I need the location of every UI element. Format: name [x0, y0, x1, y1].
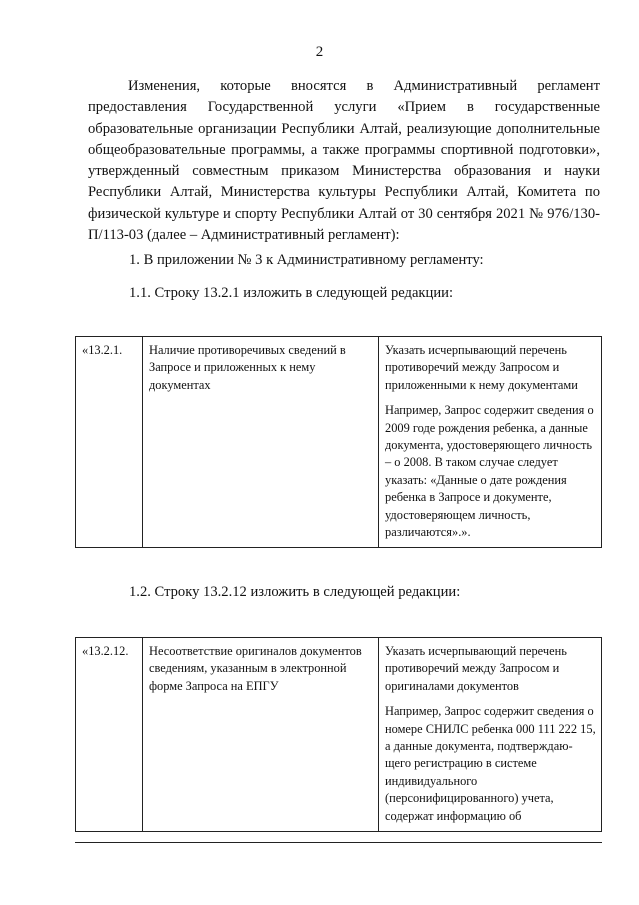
row-code: «13.2.1. [76, 337, 143, 548]
intro-paragraph: Изменения, которые вносятся в Административный регламент предоставления Государственной услуги «Прием в государственные образовательные организации Республики Алтай, реализующие дополнительные общеобразовательные программы, а также программы спортивной подготовки», утвержденный совместным приказом Министерства образования и науки Республики Алтай, Министерства культуры Республики Алтай, Комитета по физической культуре и спорту Республики Алтай от 30 сентября 2021 № 976/130-П/113-03 (далее – Административный регламент): [88, 78, 600, 244]
item-1: 1. В приложении № 3 к Административному регламенту: [129, 252, 484, 268]
item-1-1: 1.1. Строку 13.2.1 изложить в следующей редакции: [129, 285, 453, 301]
row-action-cell [379, 638, 602, 832]
row-action: Указать исчерпывающий перечень противоречий между Запросом и приложенными к нему документами [385, 343, 578, 392]
row-reason: Несоответствие оригиналов документов сведениям, указанным в электронной форме Запроса на ЕПГУ [143, 638, 379, 832]
row-reason: Наличие противоречивых сведений в Запросе и приложенных к нему документах [143, 337, 379, 548]
table-row [76, 337, 602, 548]
table-row-13-2-1 [75, 336, 602, 548]
row-code: «13.2.12. [76, 638, 143, 832]
row-example: Например, Запрос содержит сведения о 2009 годе рождения ребенка, а данные документа, удостоверяющего личность – о 2008. В таком случае следует указать: «Данные о дате рождения ребенка в Запросе и документе, удостоверяющем личность, различаются».». [385, 403, 594, 540]
page-number: 2 [315, 44, 324, 60]
row-example: Например, Запрос содержит сведения о номере СНИЛС ребенка 000 111 222 15, а данные документа, подтверждаю-щего регистрацию в системе индивидуального (персонифицированного) учета, содержат информацию об [385, 704, 596, 823]
table-row [76, 638, 602, 832]
row-action-cell [379, 337, 602, 548]
item-1-2: 1.2. Строку 13.2.12 изложить в следующей редакции: [129, 584, 461, 600]
table-row-13-2-12 [75, 637, 602, 832]
table-bottom-border [75, 842, 602, 843]
row-action: Указать исчерпывающий перечень противоречий между Запросом и оригиналами документов [385, 644, 567, 693]
